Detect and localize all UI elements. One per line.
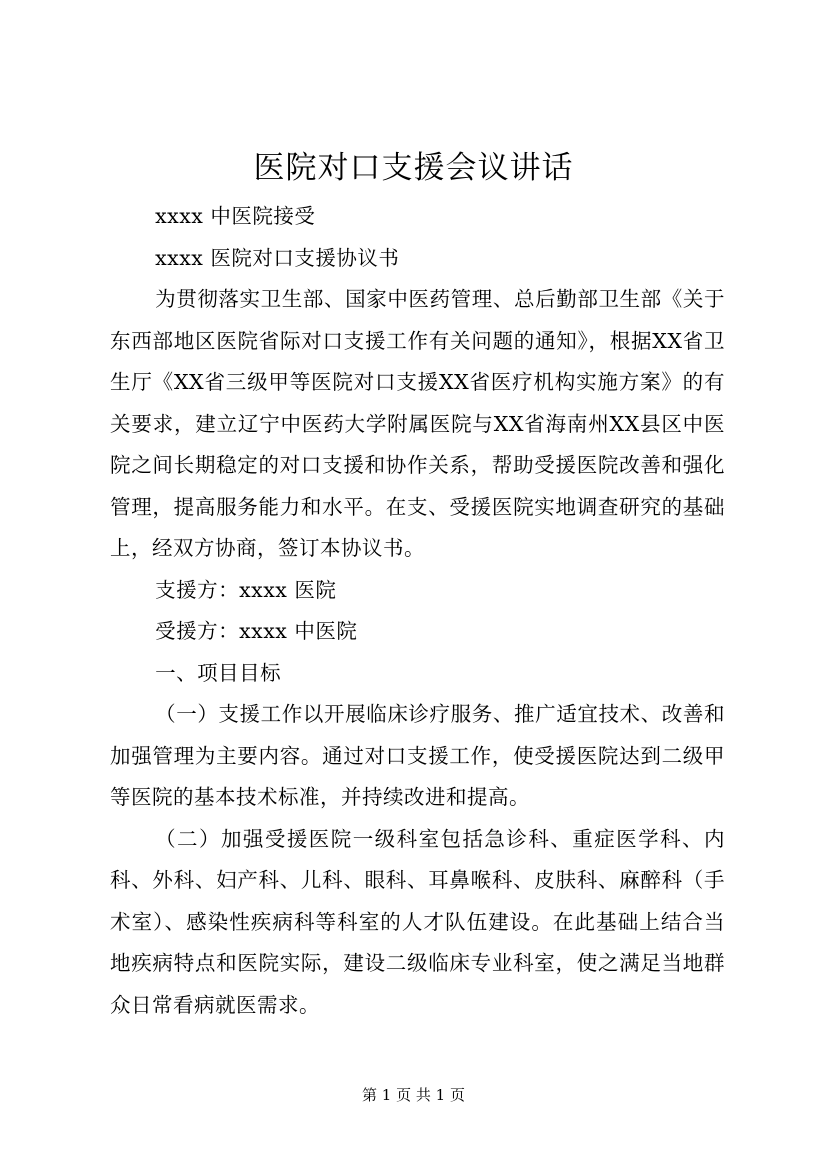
paragraph-supporting-party: 支援方：xxxx 医院 [155, 577, 337, 602]
paragraph-agreement-title: xxxx 医院对口支援协议书 [155, 245, 400, 270]
paragraph-preamble: 为贯彻落实卫生部、国家中医药管理、总后勤部卫生部《关于东西部地区医院省际对口支援工作有关问题的通知》，根据XX省卫生厅《XX省三级甲等医院对口支援XX省医疗机构实施方案》的有关要求，建立辽宁中医药大学附属医院与XX省海南州XX县区中医院之间长期稳定的对口支援和协作关系，帮助受援医院改善和强化管理，提高服务能力和水平。在支、受援医院实地调查研究的基础上，经双方协商，签订本协议书。 [110, 287, 725, 560]
page-footer: 第 1 页 共 1 页 [362, 1086, 465, 1104]
paragraph-recipient-line: xxxx 中医院接受 [155, 204, 316, 228]
paragraph-goal-two: （二）加强受援医院一级科室包括急诊科、重症医学科、内科、外科、妇产科、儿科、眼科、耳鼻喉科、皮肤科、麻醉科（手术室）、感染性疾病科等科室的人才队伍建设。在此基础上结合当地疾病特点和医院实际，建设二级临床专业科室，使之满足当地群众日常看病就医需求。 [110, 826, 725, 1017]
document-body [110, 196, 725, 1026]
document-title: 医院对口支援会议讲话 [253, 150, 574, 186]
section-heading-goals: 一、项目目标 [155, 660, 282, 685]
paragraph-goal-one: （一）支援工作以开展临床诊疗服务、推广适宜技术、改善和加强管理为主要内容。通过对口支援工作，使受援医院达到二级甲等医院的基本技术标准，并持续改进和提高。 [110, 702, 725, 809]
paragraph-receiving-party: 受援方：xxxx 中医院 [155, 619, 358, 643]
